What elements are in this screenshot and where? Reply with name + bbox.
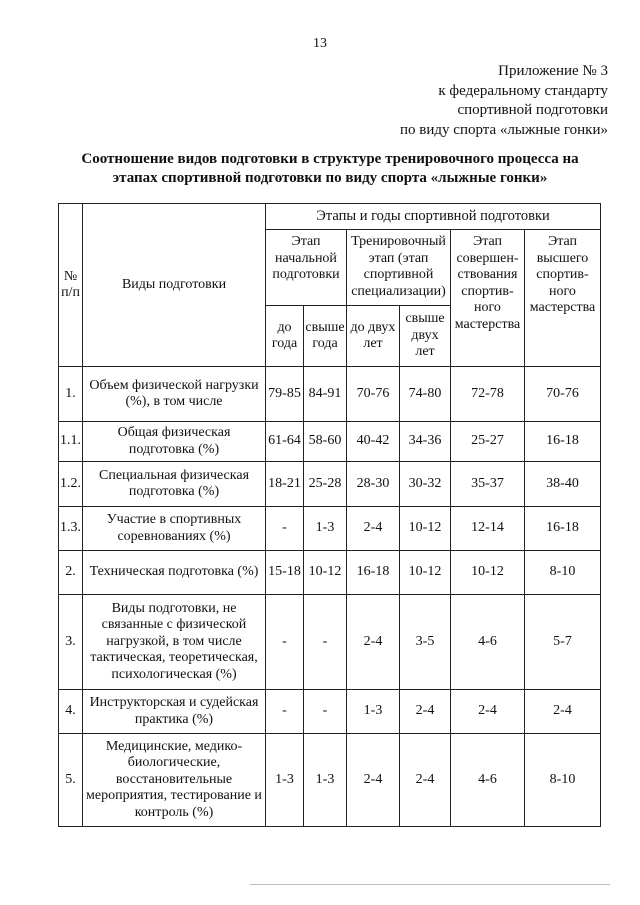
- row-value: 58-60: [304, 422, 347, 462]
- row-value: 10-12: [451, 551, 525, 595]
- row-number: 1.: [59, 367, 83, 422]
- row-value: 2-4: [400, 690, 451, 734]
- table-row: [59, 734, 601, 827]
- row-value: 79-85: [266, 367, 304, 422]
- row-value: 1-3: [304, 734, 347, 827]
- header-initial-year2: свыше года: [304, 306, 347, 367]
- header-training-year2: свыше двух лет: [400, 306, 451, 367]
- row-value: 2-4: [347, 595, 400, 690]
- row-value: 4-6: [451, 595, 525, 690]
- header-improvement-stage: Этап совершен-ствования спортив-ного мастерства: [451, 230, 525, 367]
- row-value: 61-64: [266, 422, 304, 462]
- row-value: 15-18: [266, 551, 304, 595]
- training-ratio-table: [58, 203, 601, 827]
- row-value: -: [266, 595, 304, 690]
- row-value: -: [304, 690, 347, 734]
- header-training-year1: до двух лет: [347, 306, 400, 367]
- appendix-line: к федеральному стандарту: [438, 82, 608, 99]
- row-number: 2.: [59, 551, 83, 595]
- row-value: 72-78: [451, 367, 525, 422]
- header-kind: Виды подготовки: [83, 204, 266, 367]
- row-value: 5-7: [525, 595, 601, 690]
- bottom-rule: [250, 884, 610, 885]
- header-stages: Этапы и годы спортивной подготовки: [266, 204, 601, 230]
- appendix-line: по виду спорта «лыжные гонки»: [400, 121, 608, 138]
- table-row: [59, 551, 601, 595]
- row-value: 2-4: [525, 690, 601, 734]
- row-value: 18-21: [266, 462, 304, 507]
- row-number: 1.3.: [59, 507, 83, 551]
- row-kind: Участие в спортивных соревнованиях (%): [83, 507, 266, 551]
- document-title: [60, 150, 600, 188]
- row-value: 25-28: [304, 462, 347, 507]
- row-value: 28-30: [347, 462, 400, 507]
- row-value: 4-6: [451, 734, 525, 827]
- row-value: 25-27: [451, 422, 525, 462]
- table-row: [59, 507, 601, 551]
- row-number: 4.: [59, 690, 83, 734]
- row-value: 16-18: [525, 507, 601, 551]
- row-value: 16-18: [525, 422, 601, 462]
- row-value: 30-32: [400, 462, 451, 507]
- row-number: 1.1.: [59, 422, 83, 462]
- row-kind: Техническая подготовка (%): [83, 551, 266, 595]
- appendix-line: Приложение № 3: [498, 63, 608, 79]
- row-value: 8-10: [525, 551, 601, 595]
- header-num: № п/п: [59, 204, 83, 367]
- table-row: [59, 462, 601, 507]
- row-value: -: [266, 690, 304, 734]
- row-number: 3.: [59, 595, 83, 690]
- appendix-note: [400, 62, 608, 140]
- row-value: 84-91: [304, 367, 347, 422]
- row-value: 10-12: [304, 551, 347, 595]
- row-value: 2-4: [400, 734, 451, 827]
- header-initial-stage: Этап начальной подготовки: [266, 230, 347, 306]
- row-value: 10-12: [400, 551, 451, 595]
- row-kind: Медицинские, медико-биологические, восстановительные мероприятия, тестирование и контроль (%): [83, 734, 266, 827]
- page-number: 13: [313, 36, 327, 51]
- header-training-stage: Тренировочный этап (этап спортивной специализации): [347, 230, 451, 306]
- row-kind: Виды подготовки, не связанные с физической нагрузкой, в том числе тактическая, теоретическая, психологическая (%): [83, 595, 266, 690]
- row-kind: Специальная физическая подготовка (%): [83, 462, 266, 507]
- table-row: [59, 595, 601, 690]
- title-line: Соотношение видов подготовки в структуре тренировочного процесса на: [81, 151, 579, 167]
- appendix-line: спортивной подготовки: [457, 102, 608, 118]
- table-row: [59, 367, 601, 422]
- table-row: [59, 690, 601, 734]
- row-value: 74-80: [400, 367, 451, 422]
- row-kind: Общая физическая подготовка (%): [83, 422, 266, 462]
- row-value: 2-4: [347, 507, 400, 551]
- row-number: 5.: [59, 734, 83, 827]
- row-kind: Инструкторская и судейская практика (%): [83, 690, 266, 734]
- row-value: 35-37: [451, 462, 525, 507]
- header-initial-year1: до года: [266, 306, 304, 367]
- row-value: 12-14: [451, 507, 525, 551]
- table-row: [59, 422, 601, 462]
- row-value: 16-18: [347, 551, 400, 595]
- row-value: 70-76: [525, 367, 601, 422]
- row-value: 40-42: [347, 422, 400, 462]
- row-value: -: [266, 507, 304, 551]
- row-value: 8-10: [525, 734, 601, 827]
- row-value: 2-4: [347, 734, 400, 827]
- row-value: 1-3: [347, 690, 400, 734]
- row-value: -: [304, 595, 347, 690]
- row-value: 3-5: [400, 595, 451, 690]
- row-value: 70-76: [347, 367, 400, 422]
- row-value: 34-36: [400, 422, 451, 462]
- row-value: 1-3: [266, 734, 304, 827]
- row-number: 1.2.: [59, 462, 83, 507]
- row-value: 2-4: [451, 690, 525, 734]
- title-line: этапах спортивной подготовки по виду спорта «лыжные гонки»: [112, 170, 548, 186]
- header-highest-stage: Этап высшего спортив-ного мастерства: [525, 230, 601, 367]
- row-value: 10-12: [400, 507, 451, 551]
- row-value: 1-3: [304, 507, 347, 551]
- row-kind: Объем физической нагрузки (%), в том числе: [83, 367, 266, 422]
- row-value: 38-40: [525, 462, 601, 507]
